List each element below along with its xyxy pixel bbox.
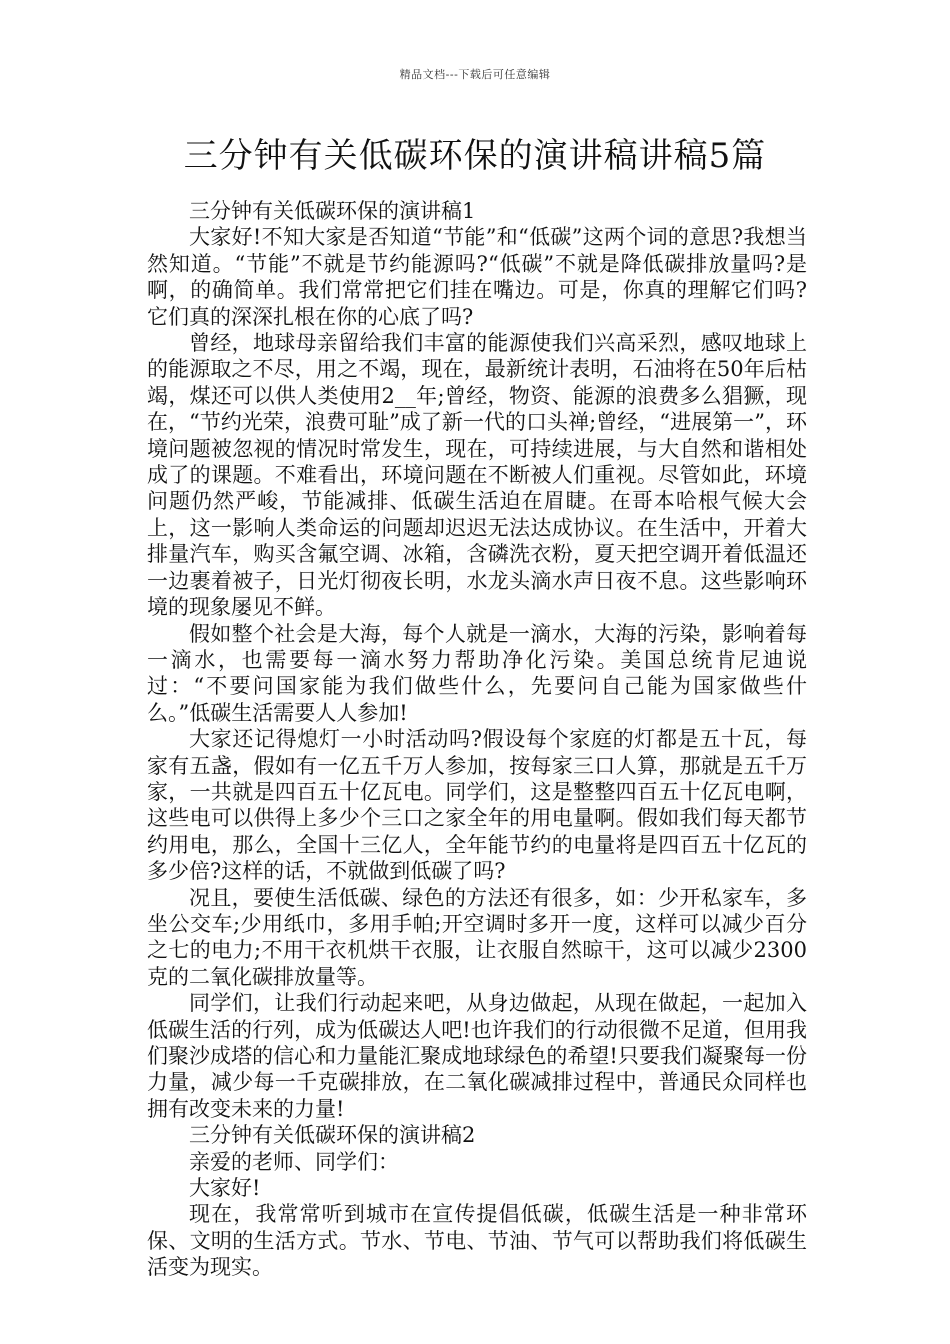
section-heading-1: 三分钟有关低碳环保的演讲稿1 (189, 199, 476, 223)
greeting: 大家好! (189, 1176, 261, 1201)
paragraph: 大家还记得熄灯一小时活动吗?假设每个家庭的灯都是五十瓦，每家有五盏，假如有一亿五千万人参加，按每家三口人算，那就是五千万家，一共就是四百五十亿瓦电。同学们，这是整整四百五十亿瓦电啊，这些电可以供得上多少个三口之家全年的用电量啊。假如我们每天都节约用电，那么，全国十三亿人，全年能节约的电量将是四百五十亿瓦的多少倍?这样的话，不就做到低碳了吗? (147, 727, 807, 884)
section-heading-2: 三分钟有关低碳环保的演讲稿2 (189, 1123, 476, 1148)
paragraph: 现在，我常常听到城市在宣传提倡低碳，低碳生活是一种非常环保、文明的生活方式。节水、节电、节油、节气可以帮助我们将低碳生活变为现实。 (147, 1202, 807, 1280)
salutation: 亲爱的老师、同学们： (189, 1149, 399, 1174)
document-body (147, 198, 807, 1281)
paragraph: 假如整个社会是大海，每个人就是一滴水，大海的污染，影响着每一滴水，也需要每一滴水努力帮助净化污染。美国总统肯尼迪说过：“不要问国家能为我们做些什么，先要问自己能为国家做些什么。”低碳生活需要人人参加! (147, 621, 807, 725)
page-header: 精品文档---下载后可任意编辑 (399, 68, 551, 81)
paragraph: 同学们，让我们行动起来吧，从身边做起，从现在做起，一起加入低碳生活的行列，成为低碳达人吧!也许我们的行动很微不足道，但用我们聚沙成塔的信心和力量能汇聚成地球绿色的希望!只要我们凝聚每一份力量，减少每一千克碳排放，在二氧化碳减排过程中，普通民众同样也拥有改变未来的力量! (147, 991, 807, 1121)
paragraph: 况且，要使生活低碳、绿色的方法还有很多，如：少开私家车，多坐公交车;少用纸巾，多用手帕;开空调时多开一度，这样可以减少百分之七的电力;不用干衣机烘干衣服，让衣服自然晾干，这可以减少2300克的二氧化碳排放量等。 (147, 885, 807, 989)
paragraph: 曾经，地球母亲留给我们丰富的能源使我们兴高采烈，感叹地球上的能源取之不尽，用之不竭，现在，最新统计表明，石油将在50年后枯竭，煤还可以供人类使用2__年;曾经，物资、能源的浪费多么猖獗，现在，“节约光荣，浪费可耻”成了新一代的口头禅;曾经，“进展第一”，环境问题被忽视的情况时常发生，现在，可持续进展，与大自然和谐相处成了的课题。不难看出，环境问题在不断被人们重视。尽管如此，环境问题仍然严峻，节能减排、低碳生活迫在眉睫。在哥本哈根气候大会上，这一影响人类命运的问题却迟迟无法达成协议。在生活中，开着大排量汽车，购买含氟空调、冰箱，含磷洗衣粉，夏天把空调开着低温还一边裹着被子，日光灯彻夜长明，水龙头滴水声日夜不息。这些影响环境的现象屡见不鲜。 (147, 331, 807, 620)
paragraph: 大家好!不知大家是否知道“节能”和“低碳”这两个词的意思?我想当然知道。“节能”不就是节约能源吗?“低碳”不就是降低碳排放量吗?是啊，的确简单。我们常常把它们挂在嘴边。可是，你真的理解它们吗?它们真的深深扎根在你的心底了吗? (147, 225, 807, 329)
document-title: 三分钟有关低碳环保的演讲稿讲稿5篇 (183, 136, 767, 176)
